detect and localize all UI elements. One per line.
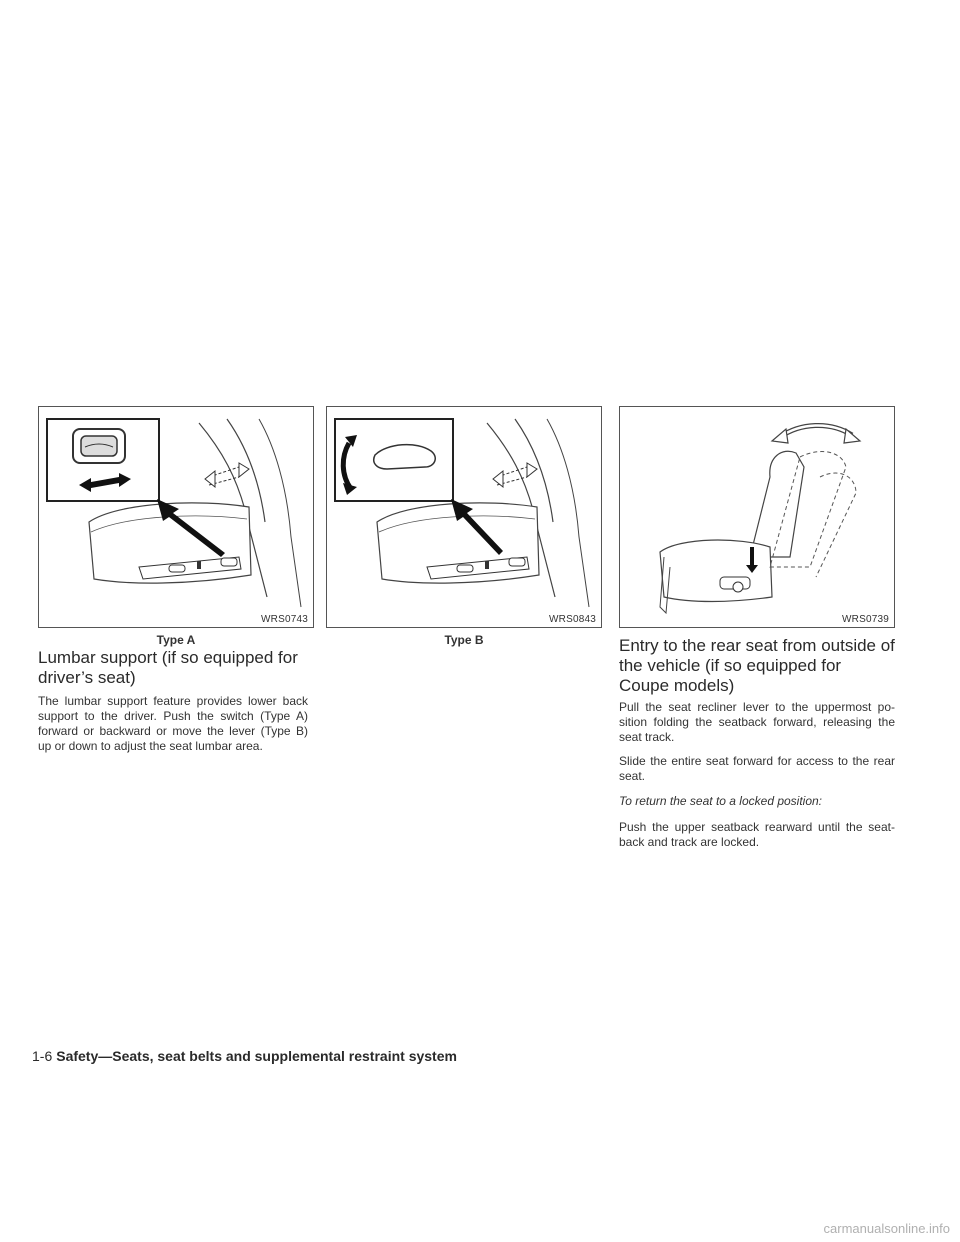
section-heading: Entry to the rear seat from outside of the vehicle (if so equipped for Coupe models): [619, 636, 895, 695]
figure-code: WRS0743: [261, 614, 308, 625]
section-heading: Lumbar support (if so equipped for driver’s seat): [38, 648, 298, 687]
figure-code: WRS0739: [842, 614, 889, 625]
page-footer: [32, 1048, 457, 1064]
body-paragraph: Push the upper seatback rearward until the seat-back and track are locked.: [619, 820, 895, 849]
watermark-text: carmanualsonline.info: [823, 1221, 950, 1236]
figure-caption: Type B: [444, 633, 484, 647]
section-title: Safety—Seats, seat belts and supplemental restraint system: [56, 1048, 457, 1064]
figure-code: WRS0843: [549, 614, 596, 625]
seat-recline-icon: [620, 407, 895, 628]
lumbar-lever-icon: [327, 407, 602, 628]
figure-seat-recline: [619, 406, 895, 628]
figure-caption: Type A: [156, 633, 196, 647]
body-paragraph: Slide the entire seat forward for access to the rear seat.: [619, 754, 895, 783]
body-paragraph-italic: To return the seat to a locked position:: [619, 794, 823, 808]
body-paragraph: Pull the seat recliner lever to the uppermost po-sition folding the seatback forward, releasing the seat track.: [619, 700, 895, 744]
lumbar-switch-icon: [39, 407, 314, 628]
page-number: 1-6: [32, 1048, 53, 1064]
body-paragraph: The lumbar support feature provides lower back support to the driver. Push the switch (Type A) forward or backward or move the lever (Type B) up or down to adjust the seat lumbar area.: [38, 694, 308, 753]
figure-type-b: [326, 406, 602, 628]
figure-type-a: [38, 406, 314, 628]
